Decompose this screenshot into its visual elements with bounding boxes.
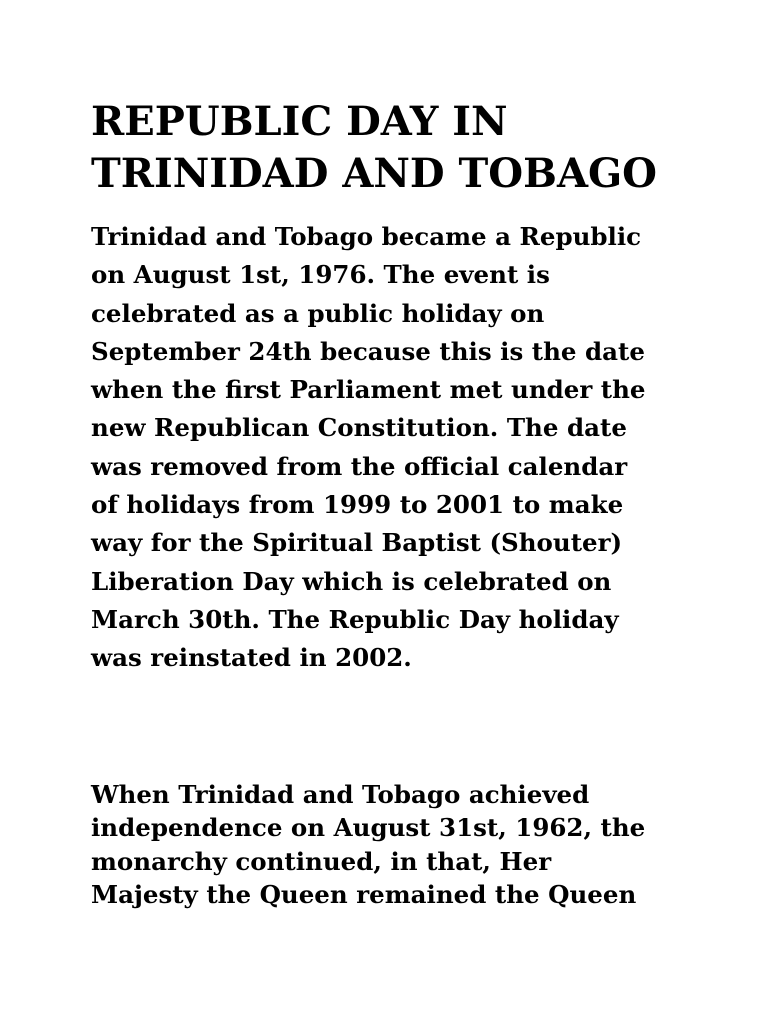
document-title	[91, 96, 731, 200]
text-line: was reinstated in 2002.	[91, 643, 412, 673]
paragraph-republic-day	[91, 218, 751, 678]
text-line: September 24th because this is the date	[91, 336, 645, 366]
text-line: Majesty the Queen remained the Queen	[91, 880, 637, 910]
text-line: When Trinidad and Tobago achieved	[91, 780, 590, 809]
text-line: when the first Parliament met under the	[91, 375, 646, 405]
text-line: monarchy continued, in that, Her	[91, 846, 552, 876]
text-line: Liberation Day which is celebrated on	[91, 566, 612, 596]
text-line: celebrated as a public holiday on	[91, 298, 545, 328]
paragraph-independence	[91, 778, 751, 912]
title-line: TRINIDAD AND TOBAGO	[91, 150, 657, 197]
text-line: was removed from the official calendar	[91, 451, 628, 481]
text-line: of holidays from 1999 to 2001 to make	[91, 490, 624, 520]
title-line: REPUBLIC DAY IN	[91, 98, 508, 145]
text-line: Trinidad and Tobago became a Republic	[91, 222, 642, 251]
text-line: March 30th. The Republic Day holiday	[91, 604, 619, 634]
text-line: on August 1st, 1976. The event is	[91, 260, 550, 290]
text-line: independence on August 31st, 1962, the	[91, 813, 646, 843]
text-line: new Republican Constitution. The date	[91, 413, 627, 443]
text-line: way for the Spiritual Baptist (Shouter)	[91, 528, 623, 558]
